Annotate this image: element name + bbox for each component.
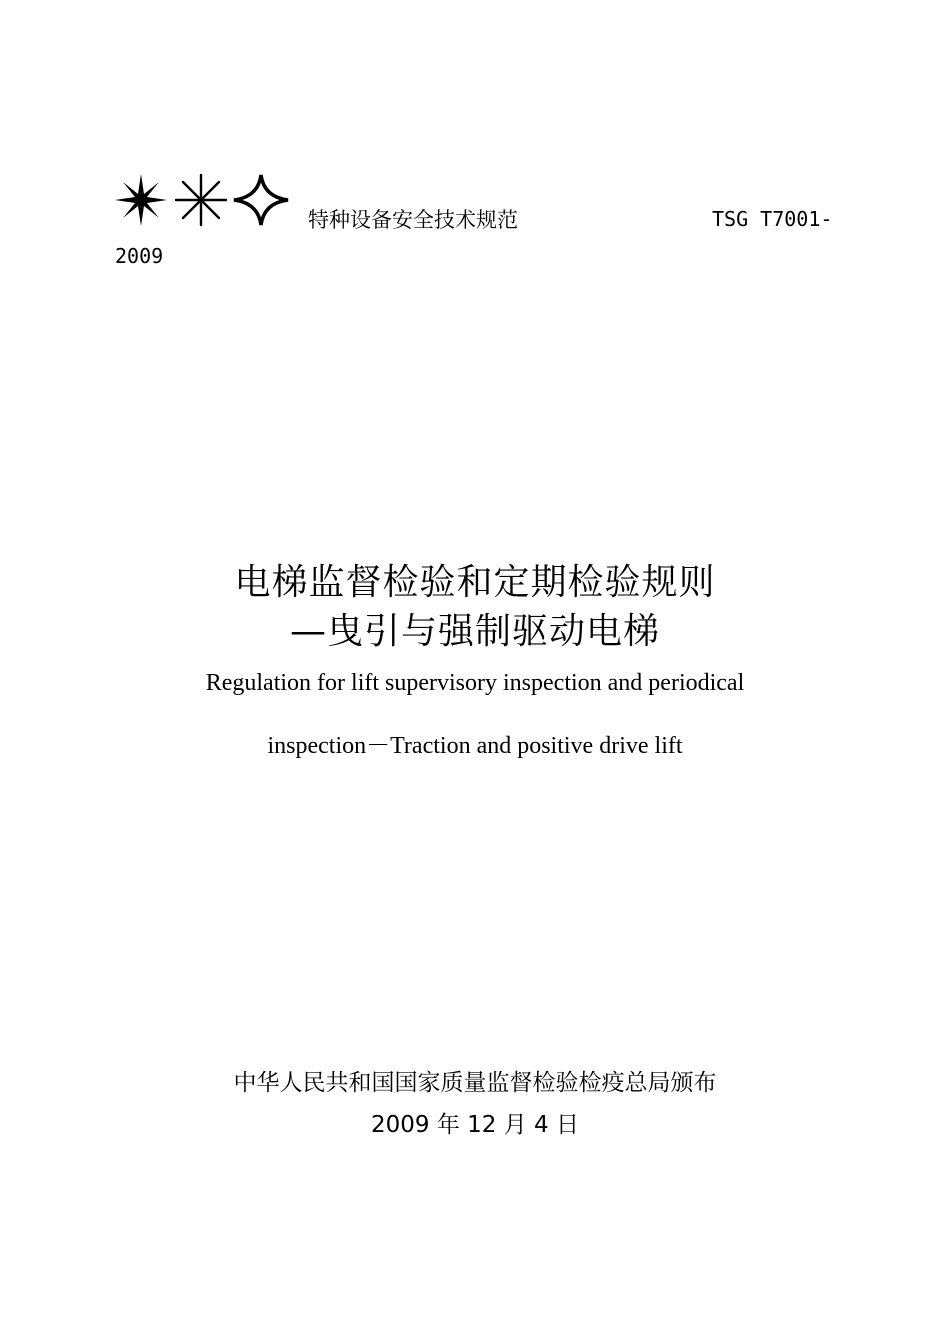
standard-year: 2009 bbox=[115, 244, 164, 268]
issuer-text: 中华人民共和国国家质量监督检验检疫总局颁布 bbox=[233, 1070, 717, 1096]
eight-point-star-icon bbox=[113, 172, 169, 228]
series-label: 特种设备安全技术规范 bbox=[308, 208, 518, 232]
title-en-line2: inspection－Traction and positive drive lift bbox=[267, 733, 683, 759]
title-cn-line1: 电梯监督检验和定期检验规则 bbox=[234, 562, 716, 603]
four-point-star-icon bbox=[231, 172, 291, 228]
title-cn-line2: —曳引与强制驱动电梯 bbox=[289, 611, 660, 652]
standard-code: TSG T7001- bbox=[712, 207, 833, 231]
asterisk-star-icon bbox=[173, 172, 229, 228]
logo-symbols bbox=[113, 172, 293, 232]
issue-date: 2009 年 12 月 4 日 bbox=[371, 1112, 579, 1138]
title-en-line1: Regulation for lift supervisory inspection and periodical bbox=[205, 670, 745, 696]
